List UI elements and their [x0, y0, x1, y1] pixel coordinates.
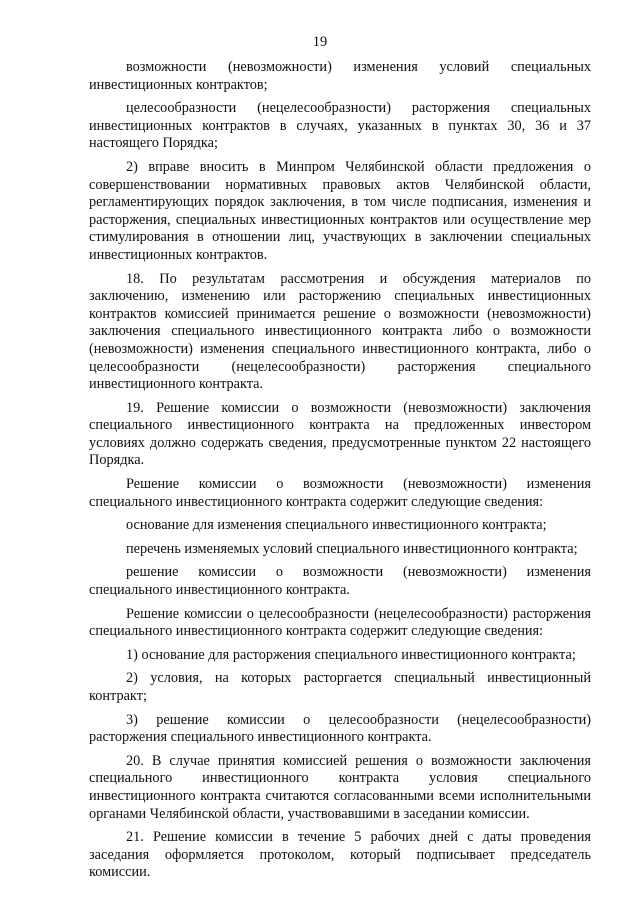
paragraph: 20. В случае принятия комиссией решения о возможности заключения специального инвестиционного контракта условия специального инвестиционного контракта считаются согласованными всеми исполнительными органами Челябинской области, участвовавшими в заседании комиссии. — [89, 752, 591, 822]
paragraph: 2) вправе вносить в Минпром Челябинской области предложения о совершенствовании нормативных правовых актов Челябинской области, регламентирующих порядок заключения, в том числе подписания, изменения и расторжения, специальных инвестиционных контрактов или осуществление мер стимулирования в отношении лиц, участвующих в заключении специальных инвестиционных контрактов. — [89, 158, 591, 263]
paragraph: Решение комиссии о целесообразности (нецелесообразности) расторжения специального инвестиционного контракта содержит следующие сведения: — [89, 605, 591, 640]
paragraph: перечень изменяемых условий специального инвестиционного контракта; — [126, 540, 578, 557]
paragraph: возможности (невозможности) изменения условий специальных инвестиционных контрактов; — [89, 59, 591, 93]
paragraph: 3) решение комиссии о целесообразности (нецелесообразности) расторжения специального инвестиционного контракта. — [89, 711, 591, 746]
paragraph: 19. Решение комиссии о возможности (невозможности) заключения специального инвестиционного контракта на предложенных инвестором условиях должно содержать сведения, предусмотренные пунктом 22 настоящего Порядка. — [89, 399, 591, 469]
document-body — [89, 59, 591, 882]
paragraph: 21. Решение комиссии в течение 5 рабочих дней с даты проведения заседания оформляется протоколом, который подписывает председатель комиссии. — [89, 829, 591, 881]
page-number: 19 — [312, 34, 328, 50]
paragraph: целесообразности (нецелесообразности) расторжения специальных инвестиционных контрактов в случаях, указанных в пунктах 30, 36 и 37 настоящего Порядка; — [89, 100, 591, 152]
paragraph: Решение комиссии о возможности (невозможности) изменения специального инвестиционного контракта содержит следующие сведения: — [89, 476, 591, 510]
paragraph: решение комиссии о возможности (невозможности) изменения специального инвестиционного контракта. — [89, 564, 591, 599]
paragraph: 18. По результатам рассмотрения и обсуждения материалов по заключению, изменению или расторжению специальных инвестиционных контрактов комиссией принимается решение о возможности (невозможности) заключения специального инвестиционного контракта либо о возможности (невозможности) изменения специального инвестиционного контракта, либо о целесообразности (нецелесообразности) расторжения специального инвестиционного контракта. — [89, 270, 591, 393]
paragraph: основание для изменения специального инвестиционного контракта; — [126, 517, 547, 534]
paragraph: 2) условия, на которых расторгается специальный инвестиционный контракт; — [89, 670, 591, 704]
paragraph: 1) основание для расторжения специального инвестиционного контракта; — [126, 646, 576, 663]
